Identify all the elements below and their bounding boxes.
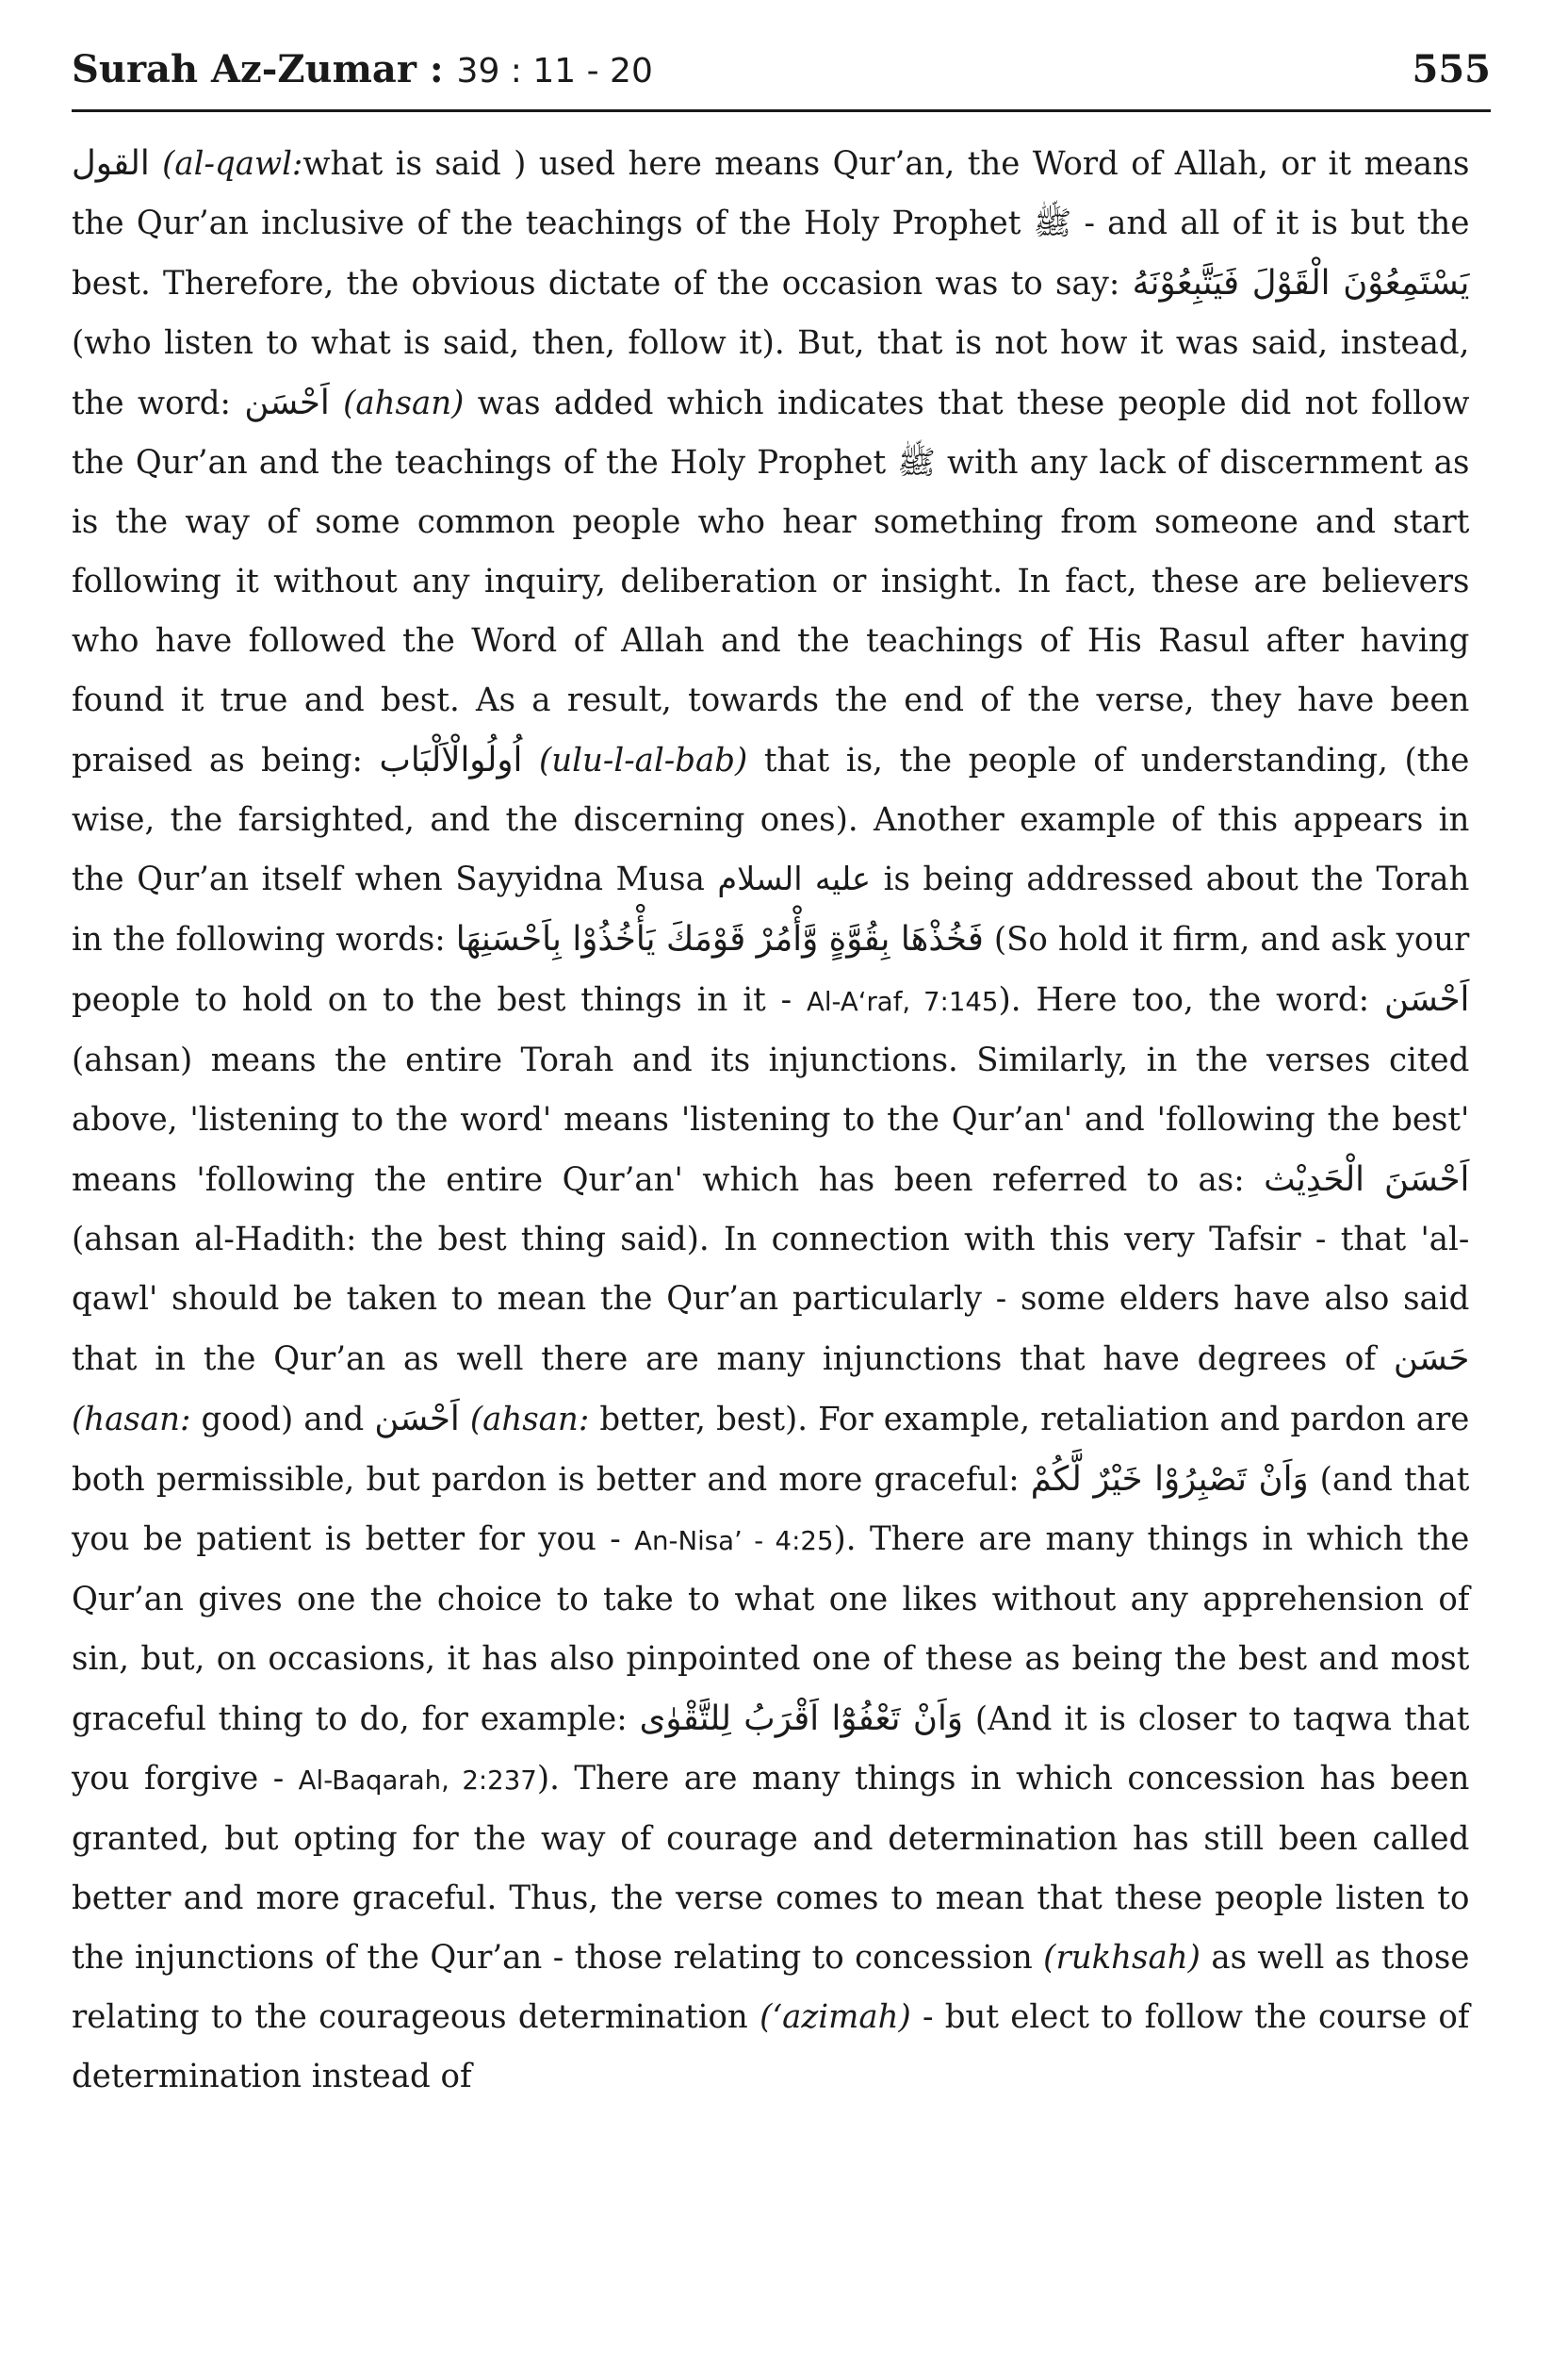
text-run: (And it is closer to taqwa that you forgive - <box>72 1700 1470 1798</box>
transliteration: (al-qawl: <box>162 145 303 183</box>
arabic-term: اَحْسَن <box>244 384 330 422</box>
arabic-quote: يَسْتَمِعُوْنَ الْقَوْلَ فَيَتَّبِعُوْنَهُ <box>1132 264 1470 303</box>
page-number: 555 <box>1412 47 1491 91</box>
text-run: ). There are many things in which concession has been granted, but opting for the way of courage and determination has still been called better and more graceful. Thus, the verse comes to mean that these people listen to the injunctions of the Qur’an - those relating to concession <box>72 1760 1470 1977</box>
surah-name: Surah Az-Zumar : <box>72 47 457 91</box>
text-run: better, best). For example, retaliation and pardon are both permissible, but pardon is better and more graceful: <box>72 1401 1470 1499</box>
arabic-term: القول <box>72 144 150 183</box>
page-header <box>72 41 1491 112</box>
arabic-term: اَحْسَن <box>374 1400 460 1438</box>
citation: Al-Baqarah, 2:237 <box>298 1765 537 1796</box>
arabic-term: اُولُوالْاَلْبَاب <box>379 741 523 780</box>
text-run: - but elect to follow the course of determination instead of <box>72 1998 1470 2095</box>
transliteration: (ahsan) <box>343 385 465 422</box>
citation: Al-A‘raf, 7:145 <box>806 986 999 1017</box>
text-run: (and that you be patient is better for you - <box>72 1461 1470 1558</box>
text-run: (ahsan al-Hadith: the best thing said). In connection with this very Tafsir - that 'al-qawl' should be taken to mean the Qur’an particularly - some elders have also said that in the Qur’an as well there are many injunctions that have degrees of <box>72 1221 1470 1378</box>
arabic-term: اَحْسَن <box>1384 980 1470 1019</box>
text-run: with any lack of discernment as is the way of some common people who hear something from someone and start following it without any inquiry, deliberation or insight. In fact, these are believers who have followed the Word of Allah and the teachings of His Rasul after having found it true and best. As a result, towards the end of the verse, they have been praised as being: <box>72 444 1470 780</box>
transliteration: (‘azimah) <box>760 1998 911 2036</box>
commentary-paragraph <box>72 134 1469 2107</box>
text-run: ). Here too, the word: <box>998 981 1370 1019</box>
arabic-quote: وَاَنْ تَعْفُوْٓا اَقْرَبُ لِلتَّقْوٰى <box>639 1699 963 1738</box>
honorific-glyph: ﷺ <box>897 444 936 482</box>
text-run: is being addressed about the Torah in the following words: <box>72 861 1470 959</box>
arabic-quote: اَحْسَنَ الْحَدِيْث <box>1264 1160 1470 1199</box>
arabic-term: حَسَن <box>1393 1339 1470 1378</box>
text-run: ). There are many things in which the Qur’an gives one the choice to take to what one likes without any apprehension of sin, but, on occasions, it has also pinpointed one of these as being the best and most graceful thing to do, for example: <box>72 1520 1470 1738</box>
text-run: as well as those relating to the courageous determination <box>72 1939 1470 2036</box>
transliteration: (ahsan: <box>469 1401 590 1438</box>
text-run: (who listen to what is said, then, follow it). But, that is not how it was said, instead, the word: <box>72 324 1470 422</box>
honorific-glyph: عليه السلام <box>717 861 872 898</box>
transliteration: (hasan: <box>72 1401 191 1438</box>
transliteration: (ulu-l-al-bab) <box>538 742 748 780</box>
text-run: - and all of it is but the best. Therefore, the obvious dictate of the occasion was to say: <box>72 205 1470 303</box>
running-title <box>72 47 653 91</box>
text-run: (ahsan) means the entire Torah and its injunctions. Similarly, in the verses cited above, 'listening to the word' means 'listening to the Qur’an' and 'following the best' means 'following the entire Qur’an' which has been referred to as: <box>72 1042 1470 1199</box>
transliteration: (rukhsah) <box>1043 1939 1200 1977</box>
text-run: good) and <box>201 1401 365 1438</box>
citation: An-Nisa’ - 4:25 <box>634 1525 834 1556</box>
honorific-glyph: ﷺ <box>1033 205 1072 242</box>
text-run: what is said ) used here means Qur’an, the Word of Allah, or it means the Qur’an inclusive of the teachings of the Holy Prophet <box>72 145 1470 242</box>
text-run: was added which indicates that these people did not follow the Qur’an and the teachings of the Holy Prophet <box>72 385 1470 482</box>
text-run: that is, the people of understanding, (the wise, the farsighted, and the discerning ones). Another example of this appears in the Qur’an itself when Sayyidna Musa <box>72 742 1470 898</box>
text-run: (So hold it firm, and ask your people to hold on to the best things in it - <box>72 921 1470 1019</box>
arabic-quote: وَاَنْ تَصْبِرُوْا خَيْرٌ لَّكُمْ <box>1030 1460 1309 1499</box>
verse-range: 39 : 11 - 20 <box>456 52 653 90</box>
arabic-quote: فَخُذْهَا بِقُوَّةٍ وَّأْمُرْ قَوْمَكَ يَأْخُذُوْا بِاَحْسَنِهَا <box>455 920 984 959</box>
